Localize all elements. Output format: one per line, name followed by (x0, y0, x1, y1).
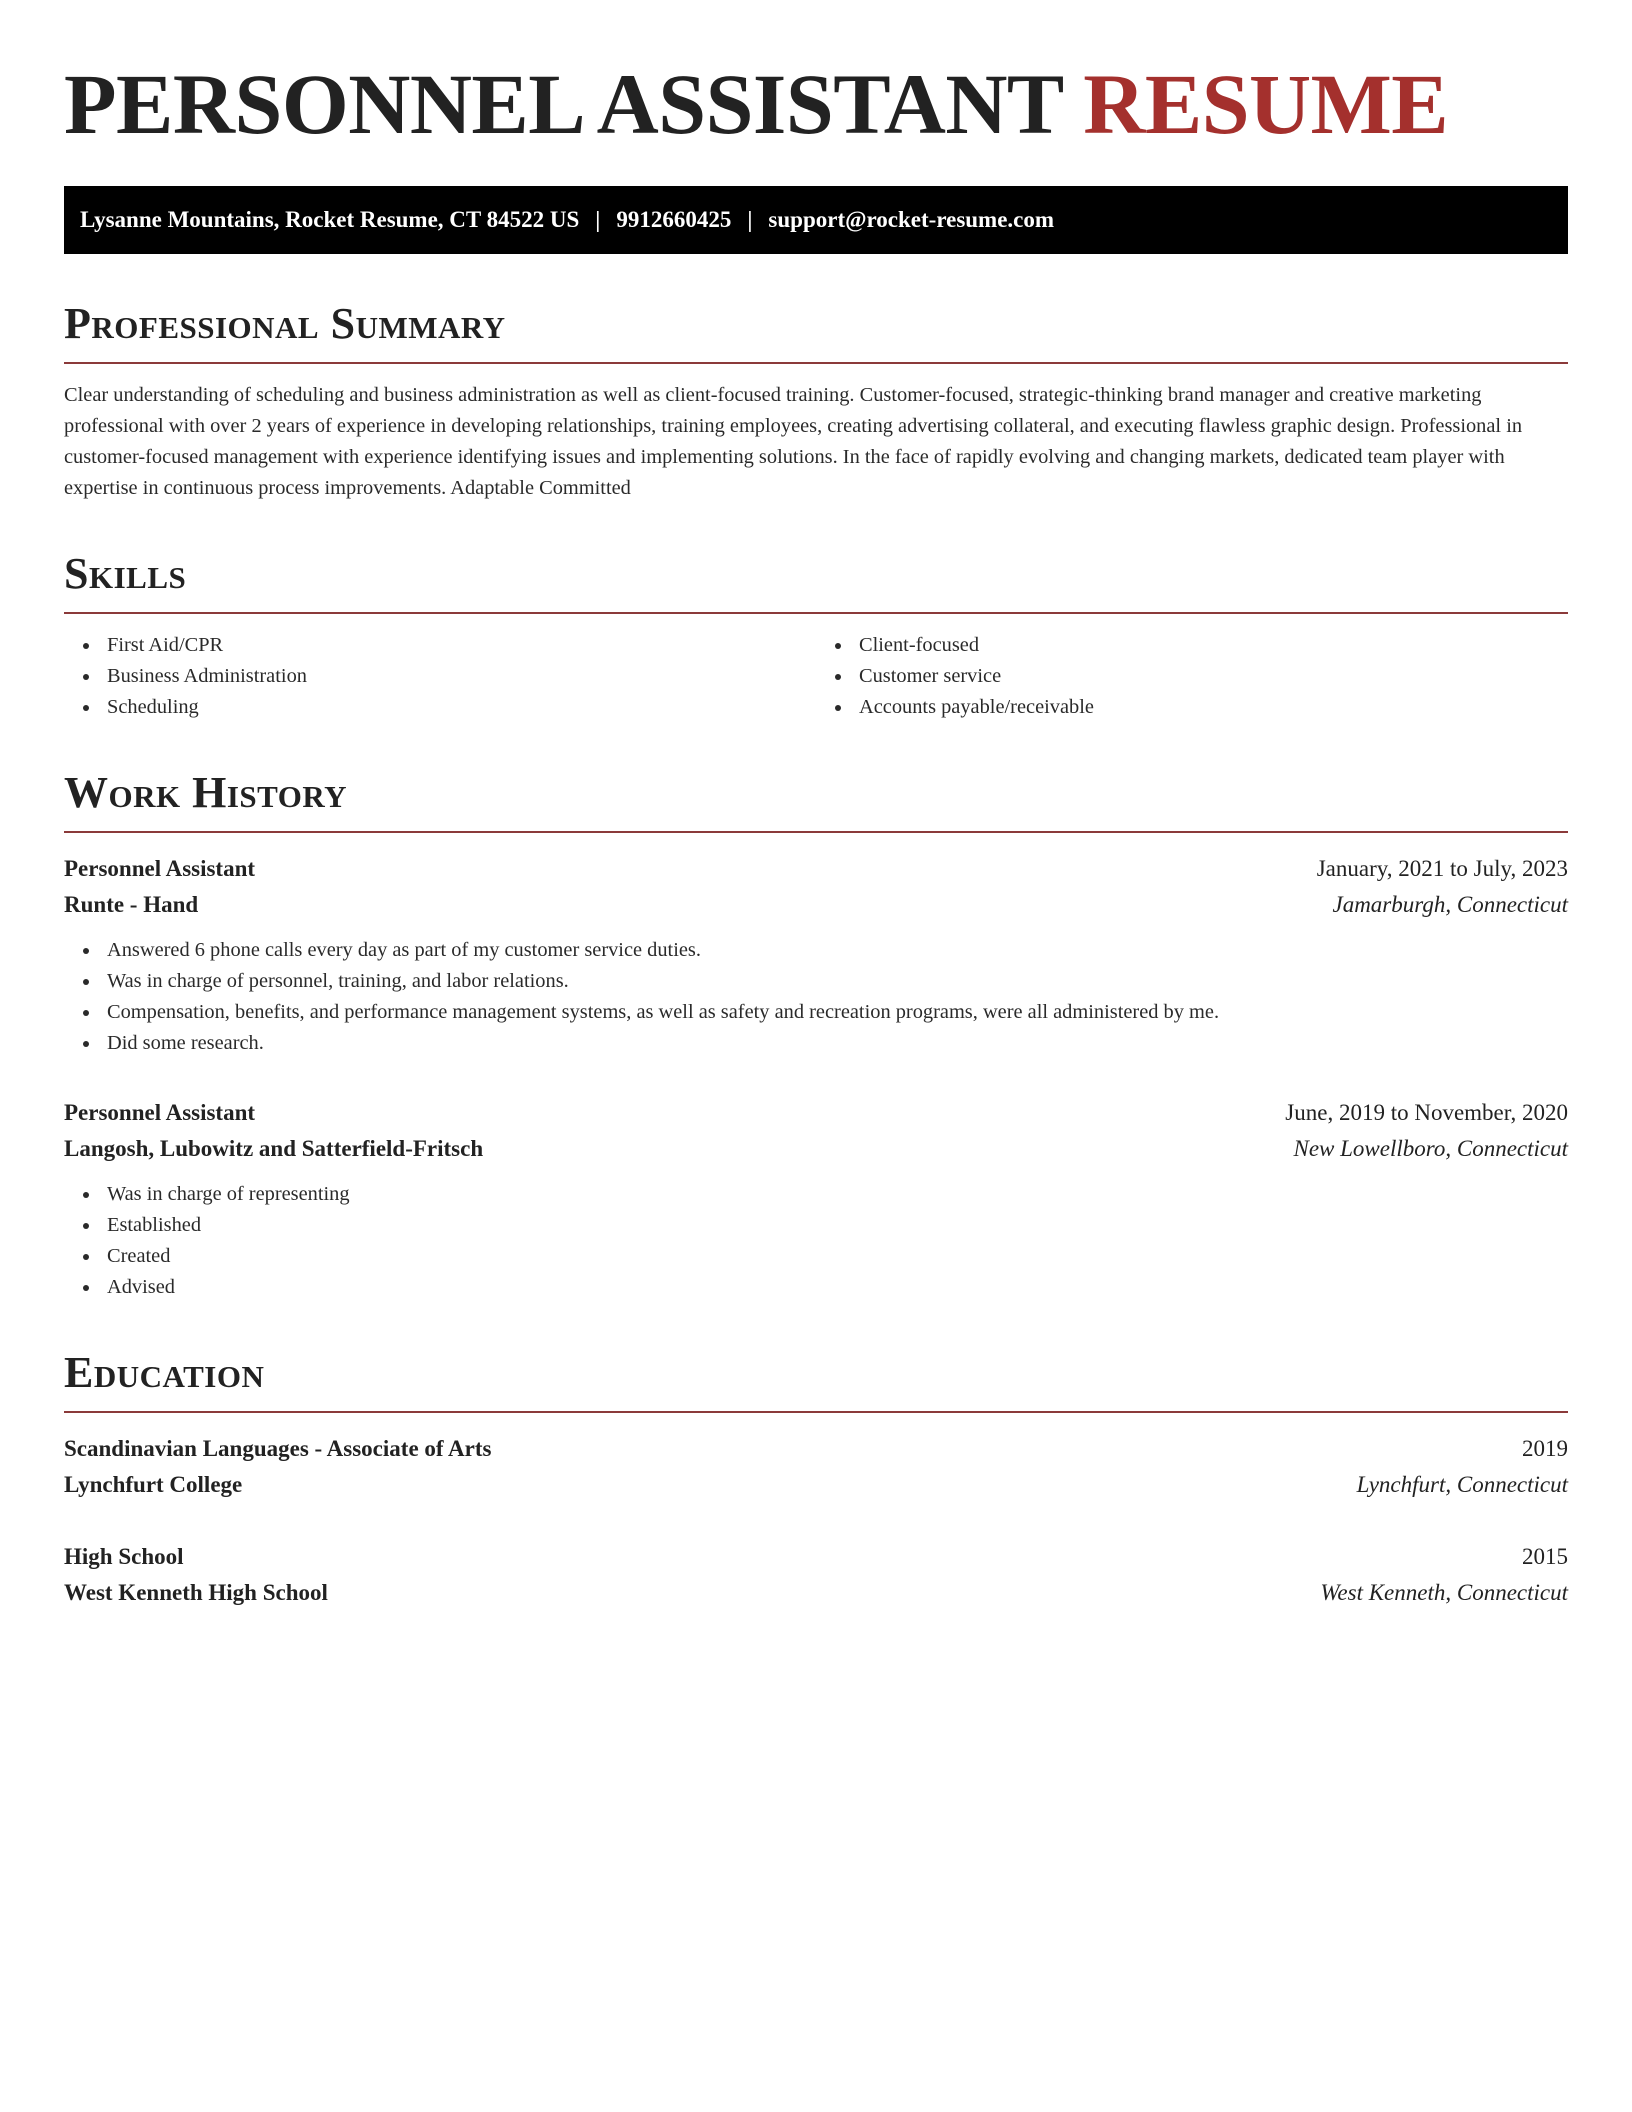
title-main: PERSONNEL ASSISTANT (64, 56, 1063, 152)
job-company: Runte - Hand (64, 892, 199, 917)
skills-heading: Skills (64, 548, 1568, 614)
job-duties-list (64, 935, 1568, 1059)
skill-item: Client-focused (859, 630, 1568, 661)
job-title: Personnel Assistant (64, 1100, 256, 1125)
job-duty: Did some research. (107, 1028, 1568, 1059)
job-duty: Compensation, benefits, and performance management systems, as well as safety and recreation programs, were all administered by me. (107, 997, 1568, 1028)
job-duty: Was in charge of representing (107, 1179, 1568, 1210)
summary-section (64, 298, 1568, 504)
contact-separator: | (747, 207, 753, 232)
skill-item: Accounts payable/receivable (859, 692, 1568, 723)
job-company: Langosh, Lubowitz and Satterfield-Fritsch (64, 1136, 484, 1161)
job-location: Jamarburgh, Connecticut (1332, 892, 1568, 917)
job-dates: January, 2021 to July, 2023 (1316, 856, 1568, 881)
job-duty: Answered 6 phone calls every day as part of my customer service duties. (107, 935, 1568, 966)
skills-column-right (816, 630, 1568, 723)
job-duty: Created (107, 1241, 1568, 1272)
education-entry (64, 1431, 1568, 1503)
work-history-heading: Work History (64, 767, 1568, 833)
skills-column-left (64, 630, 816, 723)
summary-heading: Professional Summary (64, 298, 1568, 364)
job-location: New Lowellboro, Connecticut (1293, 1136, 1568, 1161)
contact-phone: 9912660425 (616, 207, 732, 232)
contact-separator: | (595, 207, 601, 232)
work-history-section (64, 767, 1568, 1303)
education-heading: Education (64, 1347, 1568, 1413)
job-duty: Advised (107, 1272, 1568, 1303)
education-degree: Scandinavian Languages - Associate of Arts (64, 1436, 492, 1461)
education-school: West Kenneth High School (64, 1580, 328, 1605)
contact-bar (64, 186, 1568, 254)
education-section (64, 1347, 1568, 1611)
title-accent: RESUME (1083, 56, 1449, 152)
education-entry (64, 1539, 1568, 1611)
education-location: Lynchfurt, Connecticut (1356, 1472, 1568, 1497)
education-year: 2015 (1522, 1544, 1568, 1569)
job-dates: June, 2019 to November, 2020 (1285, 1100, 1568, 1125)
summary-text: Clear understanding of scheduling and business administration as well as client-focused training. Customer-focused, strategic-thinking brand manager and creative marketing professional with over 2 years of experience in developing relationships, training employees, creating advertising collateral, and executing flawless graphic design. Professional in customer-focused management with experience identifying issues and implementing solutions. In the face of rapidly evolving and changing markets, dedicated team player with expertise in continuous process improvements. Adaptable Committed (64, 384, 1523, 499)
job-title: Personnel Assistant (64, 856, 256, 881)
contact-email: support@rocket-resume.com (768, 207, 1055, 232)
education-location: West Kenneth, Connecticut (1320, 1580, 1568, 1605)
skills-grid (64, 630, 1568, 723)
job-duty: Established (107, 1210, 1568, 1241)
job-duties-list (64, 1179, 1568, 1303)
skill-item: First Aid/CPR (107, 630, 816, 661)
education-school: Lynchfurt College (64, 1472, 243, 1497)
job-entry (64, 851, 1568, 1059)
education-degree: High School (64, 1544, 184, 1569)
skill-item: Business Administration (107, 661, 816, 692)
skill-item: Customer service (859, 661, 1568, 692)
resume-title (64, 0, 1568, 152)
skills-section (64, 548, 1568, 723)
job-duty: Was in charge of personnel, training, and labor relations. (107, 966, 1568, 997)
job-entry (64, 1095, 1568, 1303)
skill-item: Scheduling (107, 692, 816, 723)
contact-address: Lysanne Mountains, Rocket Resume, CT 84522 US (80, 207, 580, 232)
education-year: 2019 (1522, 1436, 1568, 1461)
